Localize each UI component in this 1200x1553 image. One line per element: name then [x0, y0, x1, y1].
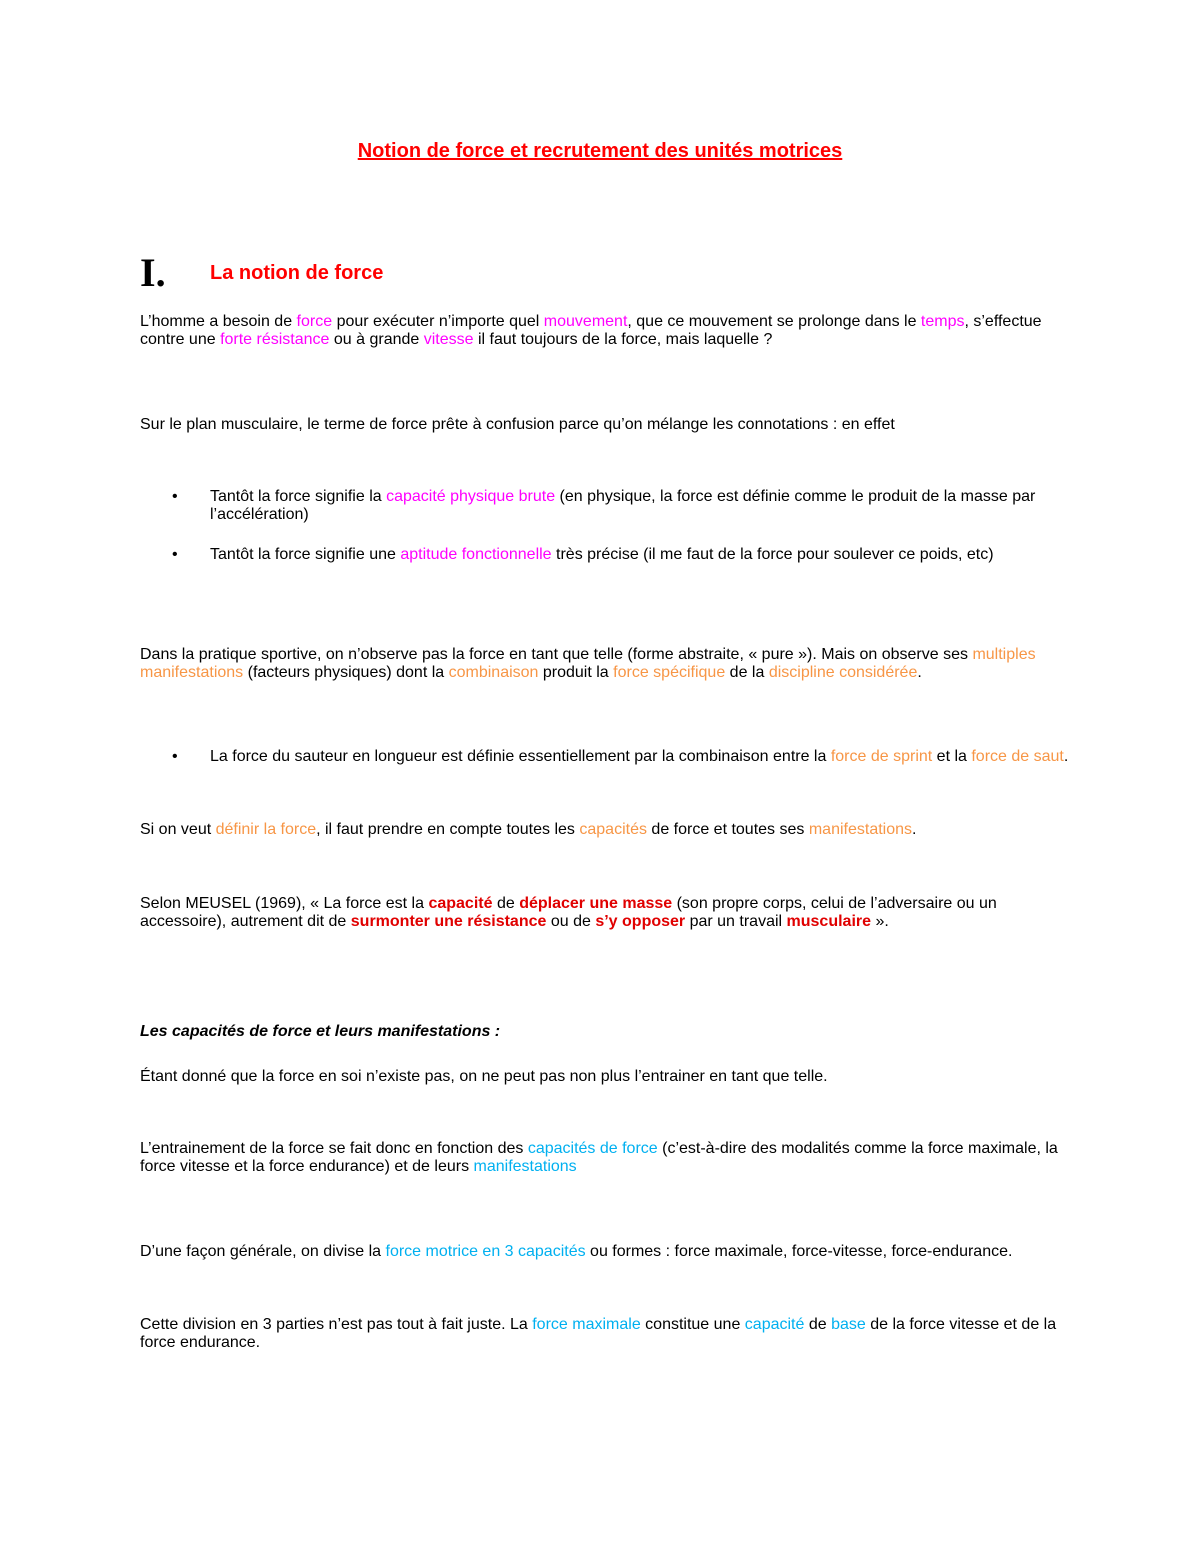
highlight-blue: base: [831, 1316, 866, 1333]
text: Cette division en 3 parties n’est pas tout à fait juste. La: [140, 1316, 533, 1333]
list-item-text: [210, 546, 1070, 564]
text: ou formes : force maximale, force-vitesse, force-endurance.: [585, 1243, 1013, 1260]
highlight-blue: force motrice en 3 capacités: [385, 1243, 586, 1260]
text: de la: [725, 664, 769, 681]
text: et la: [932, 748, 972, 765]
highlight-blue: force maximale: [532, 1316, 641, 1333]
text: (c’est-à-dire des modalités comme la force maximale, la force vitesse et la force endurance) et de leurs: [140, 1140, 1058, 1175]
highlight-red: musculaire: [786, 913, 872, 930]
text: par un travail: [685, 913, 787, 930]
text: Si on veut: [140, 821, 216, 838]
text: il faut toujours de la force, mais laquelle ?: [478, 331, 773, 348]
text: de: [492, 895, 520, 912]
text: Dans la pratique sportive, on n’observe pas la force en tant que telle (forme abstraite, « pure »). Mais on observe ses: [140, 646, 973, 663]
text: (facteurs physiques) dont la: [243, 664, 449, 681]
highlight-orange: discipline considérée: [768, 664, 918, 681]
highlight-red: surmonter une résistance: [350, 913, 547, 930]
section-title: La notion de force: [210, 261, 384, 284]
section-heading: [140, 248, 383, 298]
paragraph-define: [140, 821, 1070, 839]
highlight-orange: capacités: [579, 821, 647, 838]
highlight-red: s’y opposer: [595, 913, 686, 930]
text: ou de: [546, 913, 596, 930]
text: Selon MEUSEL (1969), « La force est la: [140, 895, 429, 912]
text: constitue une: [640, 1316, 745, 1333]
text: .: [912, 821, 917, 838]
highlight-pink: mouvement: [543, 313, 628, 330]
text: .: [1063, 748, 1069, 765]
list-item-text: [210, 488, 1070, 524]
text: L’homme a besoin de: [140, 313, 297, 330]
paragraph-maximal: [140, 1316, 1070, 1352]
list-item-text: [210, 748, 1070, 766]
text: , il faut prendre en compte toutes les: [316, 821, 580, 838]
text: de la force vitesse et de la force endurance.: [140, 1316, 1057, 1351]
highlight-pink: vitesse: [423, 331, 474, 348]
text: ou à grande: [329, 331, 424, 348]
bullet-icon: •: [172, 546, 178, 563]
highlight-orange: multiples manifestations: [140, 646, 1036, 681]
paragraph-division: [140, 1243, 1070, 1261]
highlight-pink: temps: [920, 313, 965, 330]
highlight-orange: force de saut: [971, 748, 1064, 765]
text: de force et toutes ses: [646, 821, 809, 838]
text: (en physique, la force est définie comme le produit de la masse par l’accélération): [210, 488, 1036, 523]
text: D’une façon générale, on divise la: [140, 1243, 386, 1260]
highlight-orange: force de sprint: [830, 748, 933, 765]
text: de: [804, 1316, 832, 1333]
text: , s’effectue contre une: [140, 313, 1042, 348]
text: .: [917, 664, 922, 681]
highlight-blue: capacité: [744, 1316, 805, 1333]
paragraph-practice: [140, 646, 1070, 682]
paragraph-training: [140, 1140, 1070, 1176]
highlight-pink: force: [296, 313, 333, 330]
paragraph-given: Étant donné que la force en soi n’existe pas, on ne peut pas non plus l’entrainer en tant que telle.: [140, 1068, 828, 1085]
highlight-pink: forte résistance: [220, 331, 330, 348]
highlight-pink: aptitude fonctionnelle: [400, 546, 552, 563]
document-title: Notion de force et recrutement des unités motrices: [357, 140, 843, 162]
text: très précise (il me faut de la force pour soulever ce poids, etc): [551, 546, 994, 563]
highlight-orange: combinaison: [448, 664, 539, 681]
text: , que ce mouvement se prolonge dans le: [627, 313, 921, 330]
subheading-capacities: Les capacités de force et leurs manifestations :: [140, 1023, 501, 1040]
bullet-icon: •: [172, 488, 178, 505]
highlight-blue: capacités de force: [527, 1140, 658, 1157]
text: Tantôt la force signifie la: [210, 488, 387, 505]
text: ».: [871, 913, 889, 930]
text: pour exécuter n’importe quel: [332, 313, 544, 330]
highlight-orange: définir la force: [215, 821, 317, 838]
highlight-red: déplacer une masse: [519, 895, 673, 912]
highlight-red: capacité: [428, 895, 493, 912]
text: La force du sauteur en longueur est définie essentiellement par la combinaison entre la: [210, 748, 831, 765]
section-number: I.: [140, 250, 166, 295]
text: produit la: [538, 664, 614, 681]
highlight-blue: manifestations: [473, 1158, 577, 1175]
paragraph-muscular: Sur le plan musculaire, le terme de force prête à confusion parce qu’on mélange les connotations : en effet: [140, 416, 895, 433]
paragraph-intro: [140, 313, 1070, 349]
text: Tantôt la force signifie une: [210, 546, 401, 563]
text: L’entrainement de la force se fait donc en fonction des: [140, 1140, 528, 1157]
highlight-orange: force spécifique: [613, 664, 726, 681]
bullet-icon: •: [172, 748, 178, 765]
paragraph-meusel: [140, 895, 1070, 931]
text: (son propre corps, celui de l’adversaire ou un accessoire), autrement dit de: [140, 895, 997, 930]
highlight-orange: manifestations: [808, 821, 913, 838]
highlight-pink: capacité physique brute: [386, 488, 556, 505]
